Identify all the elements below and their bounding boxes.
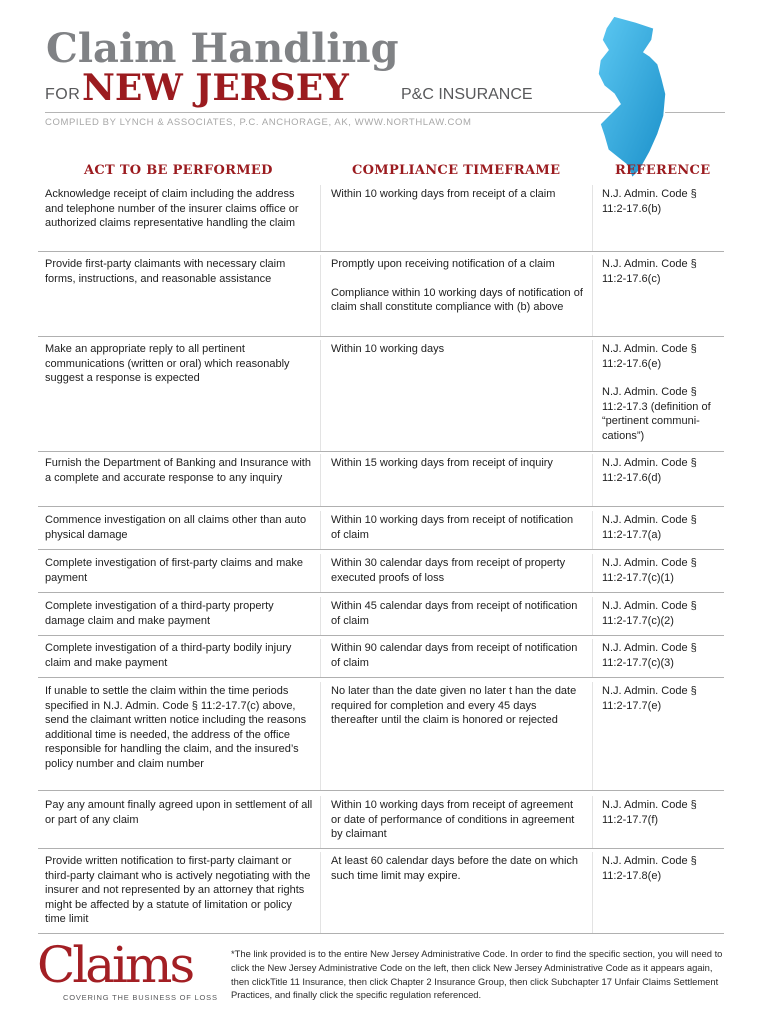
reference-text: N.J. Admin. Code § 11:2-17.6(c) bbox=[602, 258, 697, 285]
table-row bbox=[38, 185, 724, 252]
timeframe-cell bbox=[320, 597, 592, 635]
timeframe-cell bbox=[320, 682, 592, 790]
reference-cell bbox=[592, 185, 724, 251]
reference-text: N.J. Admin. Code § 11:2-17.7(e) bbox=[602, 685, 697, 712]
timeframe-text: Within 10 working days from receipt of a claim bbox=[331, 188, 556, 200]
state-name: NEW JERSEY bbox=[82, 67, 349, 109]
reference-text: N.J. Admin. Code § 11:2-17.7(c)(1) bbox=[602, 557, 697, 584]
act-cell: Furnish the Department of Banking and Insurance with a complete and accurate response to any inquiry bbox=[45, 457, 311, 484]
reference-cell bbox=[592, 340, 724, 451]
timeframe-text: At least 60 calendar days before the date on which such time limit may expire. bbox=[331, 855, 579, 882]
act-cell: Make an appropriate reply to all pertinent communications (written or oral) which reasonably suggest a response is expected bbox=[45, 343, 290, 384]
column-header-timeframe: COMPLIANCE TIMEFRAME bbox=[352, 163, 561, 178]
reference-text: N.J. Admin. Code § 11:2-17.8(e) bbox=[602, 855, 697, 882]
timeframe-cell bbox=[320, 454, 592, 506]
act-cell: Provide written notification to first-party claimant or third-party claimant who is actively negotiating with the insurer and not represented by an attorney that rights might be affected by a statute of limitation or policy time limit bbox=[45, 855, 311, 925]
reference-text: N.J. Admin. Code § 11:2-17.6(e) bbox=[602, 343, 697, 370]
for-label: FOR bbox=[45, 86, 81, 103]
reference-text: N.J. Admin. Code § 11:2-17.3 (definition of “pertinent communi-cations”) bbox=[602, 386, 711, 442]
timeframe-cell bbox=[320, 340, 592, 451]
table-row bbox=[38, 796, 724, 849]
timeframe-cell bbox=[320, 639, 592, 677]
reference-cell bbox=[592, 597, 724, 635]
act-cell: Pay any amount finally agreed upon in settlement of all or part of any claim bbox=[45, 799, 313, 826]
table-row bbox=[38, 511, 724, 550]
act-cell: Provide first-party claimants with necessary claim forms, instructions, and reasonable assistance bbox=[45, 258, 286, 285]
logo-tagline: COVERING THE BUSINESS OF LOSS bbox=[63, 993, 218, 1002]
claims-magazine-logo bbox=[37, 936, 218, 1006]
insurance-label: P&C INSURANCE bbox=[401, 86, 533, 103]
timeframe-text: Within 10 working days bbox=[331, 343, 445, 355]
timeframe-cell bbox=[320, 554, 592, 592]
reference-cell bbox=[592, 796, 724, 848]
compiled-by-credit: COMPILED BY LYNCH & ASSOCIATES, P.C. ANCHORAGE, AK, WWW.NORTHLAW.COM bbox=[45, 117, 472, 128]
reference-text: N.J. Admin. Code § 11:2-17.6(d) bbox=[602, 457, 697, 484]
timeframe-text: Within 15 working days from receipt of inquiry bbox=[331, 457, 553, 469]
timeframe-text: Compliance within 10 working days of notification of claim shall constitute compliance with (b) above bbox=[331, 286, 583, 313]
reference-cell bbox=[592, 554, 724, 592]
logo-wordmark: Claims bbox=[37, 936, 193, 994]
timeframe-text: Within 45 calendar days from receipt of notification of claim bbox=[331, 600, 578, 627]
reference-cell bbox=[592, 454, 724, 506]
timeframe-text: Within 10 working days from receipt of notification of claim bbox=[331, 514, 574, 541]
table-row bbox=[38, 852, 724, 934]
reference-cell bbox=[592, 255, 724, 336]
timeframe-cell bbox=[320, 185, 592, 251]
footnote: *The link provided is to the entire New Jersey Administrative Code. In order to find the specific section, you will need to click the New Jersey Administrative Code on the left, then click New Jersey Administrative Code as it appears again, then clickTitle 11 Insurance, then click Chapter 2 Insurance Group, then click Subchapter 17 Unfair Claims Settlement Practices, and finally click the specific regulation referenced. bbox=[231, 948, 723, 1001]
timeframe-text: Within 10 working days from receipt of agreement or date of performance of conditions in agreement by claimant bbox=[331, 799, 575, 840]
reference-cell bbox=[592, 511, 724, 549]
reference-cell bbox=[592, 639, 724, 677]
reference-cell bbox=[592, 852, 724, 933]
table-row bbox=[38, 340, 724, 452]
table-row bbox=[38, 255, 724, 337]
column-header-reference: REFERENCE bbox=[615, 163, 711, 178]
table-row bbox=[38, 554, 724, 593]
table-row bbox=[38, 682, 724, 791]
table-row bbox=[38, 639, 724, 678]
new-jersey-map-icon bbox=[592, 12, 674, 182]
act-cell: Complete investigation of a third-party bodily injury claim and make payment bbox=[45, 642, 292, 669]
document-title: Claim Handling bbox=[46, 25, 399, 72]
timeframe-cell bbox=[320, 255, 592, 336]
table-row bbox=[38, 597, 724, 636]
act-cell: Acknowledge receipt of claim including the address and telephone number of the insurer claims office or authorized claims representative handling the claim bbox=[45, 188, 299, 229]
act-cell: Complete investigation of first-party claims and make payment bbox=[45, 557, 303, 584]
reference-text: N.J. Admin. Code § 11:2-17.7(c)(2) bbox=[602, 600, 697, 627]
table-row bbox=[38, 454, 724, 507]
reference-text: N.J. Admin. Code § 11:2-17.6(b) bbox=[602, 188, 697, 215]
act-cell: Commence investigation on all claims other than auto physical damage bbox=[45, 514, 307, 541]
reference-text: N.J. Admin. Code § 11:2-17.7(a) bbox=[602, 514, 697, 541]
act-cell: Complete investigation of a third-party property damage claim and make payment bbox=[45, 600, 274, 627]
reference-text: N.J. Admin. Code § 11:2-17.7(f) bbox=[602, 799, 697, 826]
timeframe-text: Promptly upon receiving notification of a claim bbox=[331, 258, 555, 270]
reference-text: N.J. Admin. Code § 11:2-17.7(c)(3) bbox=[602, 642, 697, 669]
act-cell: If unable to settle the claim within the time periods specified in N.J. Admin. Code § 11:2-17.7(c) above, send the claimant written notice including the reasons additional time is needed, the address of the office responsible for handling the claim, and the insured’s policy number and claim number bbox=[45, 685, 307, 770]
timeframe-cell bbox=[320, 511, 592, 549]
timeframe-text: No later than the date given no later t han the date required for completion and every 45 days thereafter until the claim is honored or rejected bbox=[331, 685, 577, 726]
reference-cell bbox=[592, 682, 724, 790]
column-headers bbox=[38, 163, 724, 183]
timeframe-cell bbox=[320, 852, 592, 933]
timeframe-text: Within 30 calendar days from receipt of property executed proofs of loss bbox=[331, 557, 566, 584]
timeframe-text: Within 90 calendar days from receipt of notification of claim bbox=[331, 642, 578, 669]
timeframe-cell bbox=[320, 796, 592, 848]
column-header-act: ACT TO BE PERFORMED bbox=[84, 163, 273, 178]
